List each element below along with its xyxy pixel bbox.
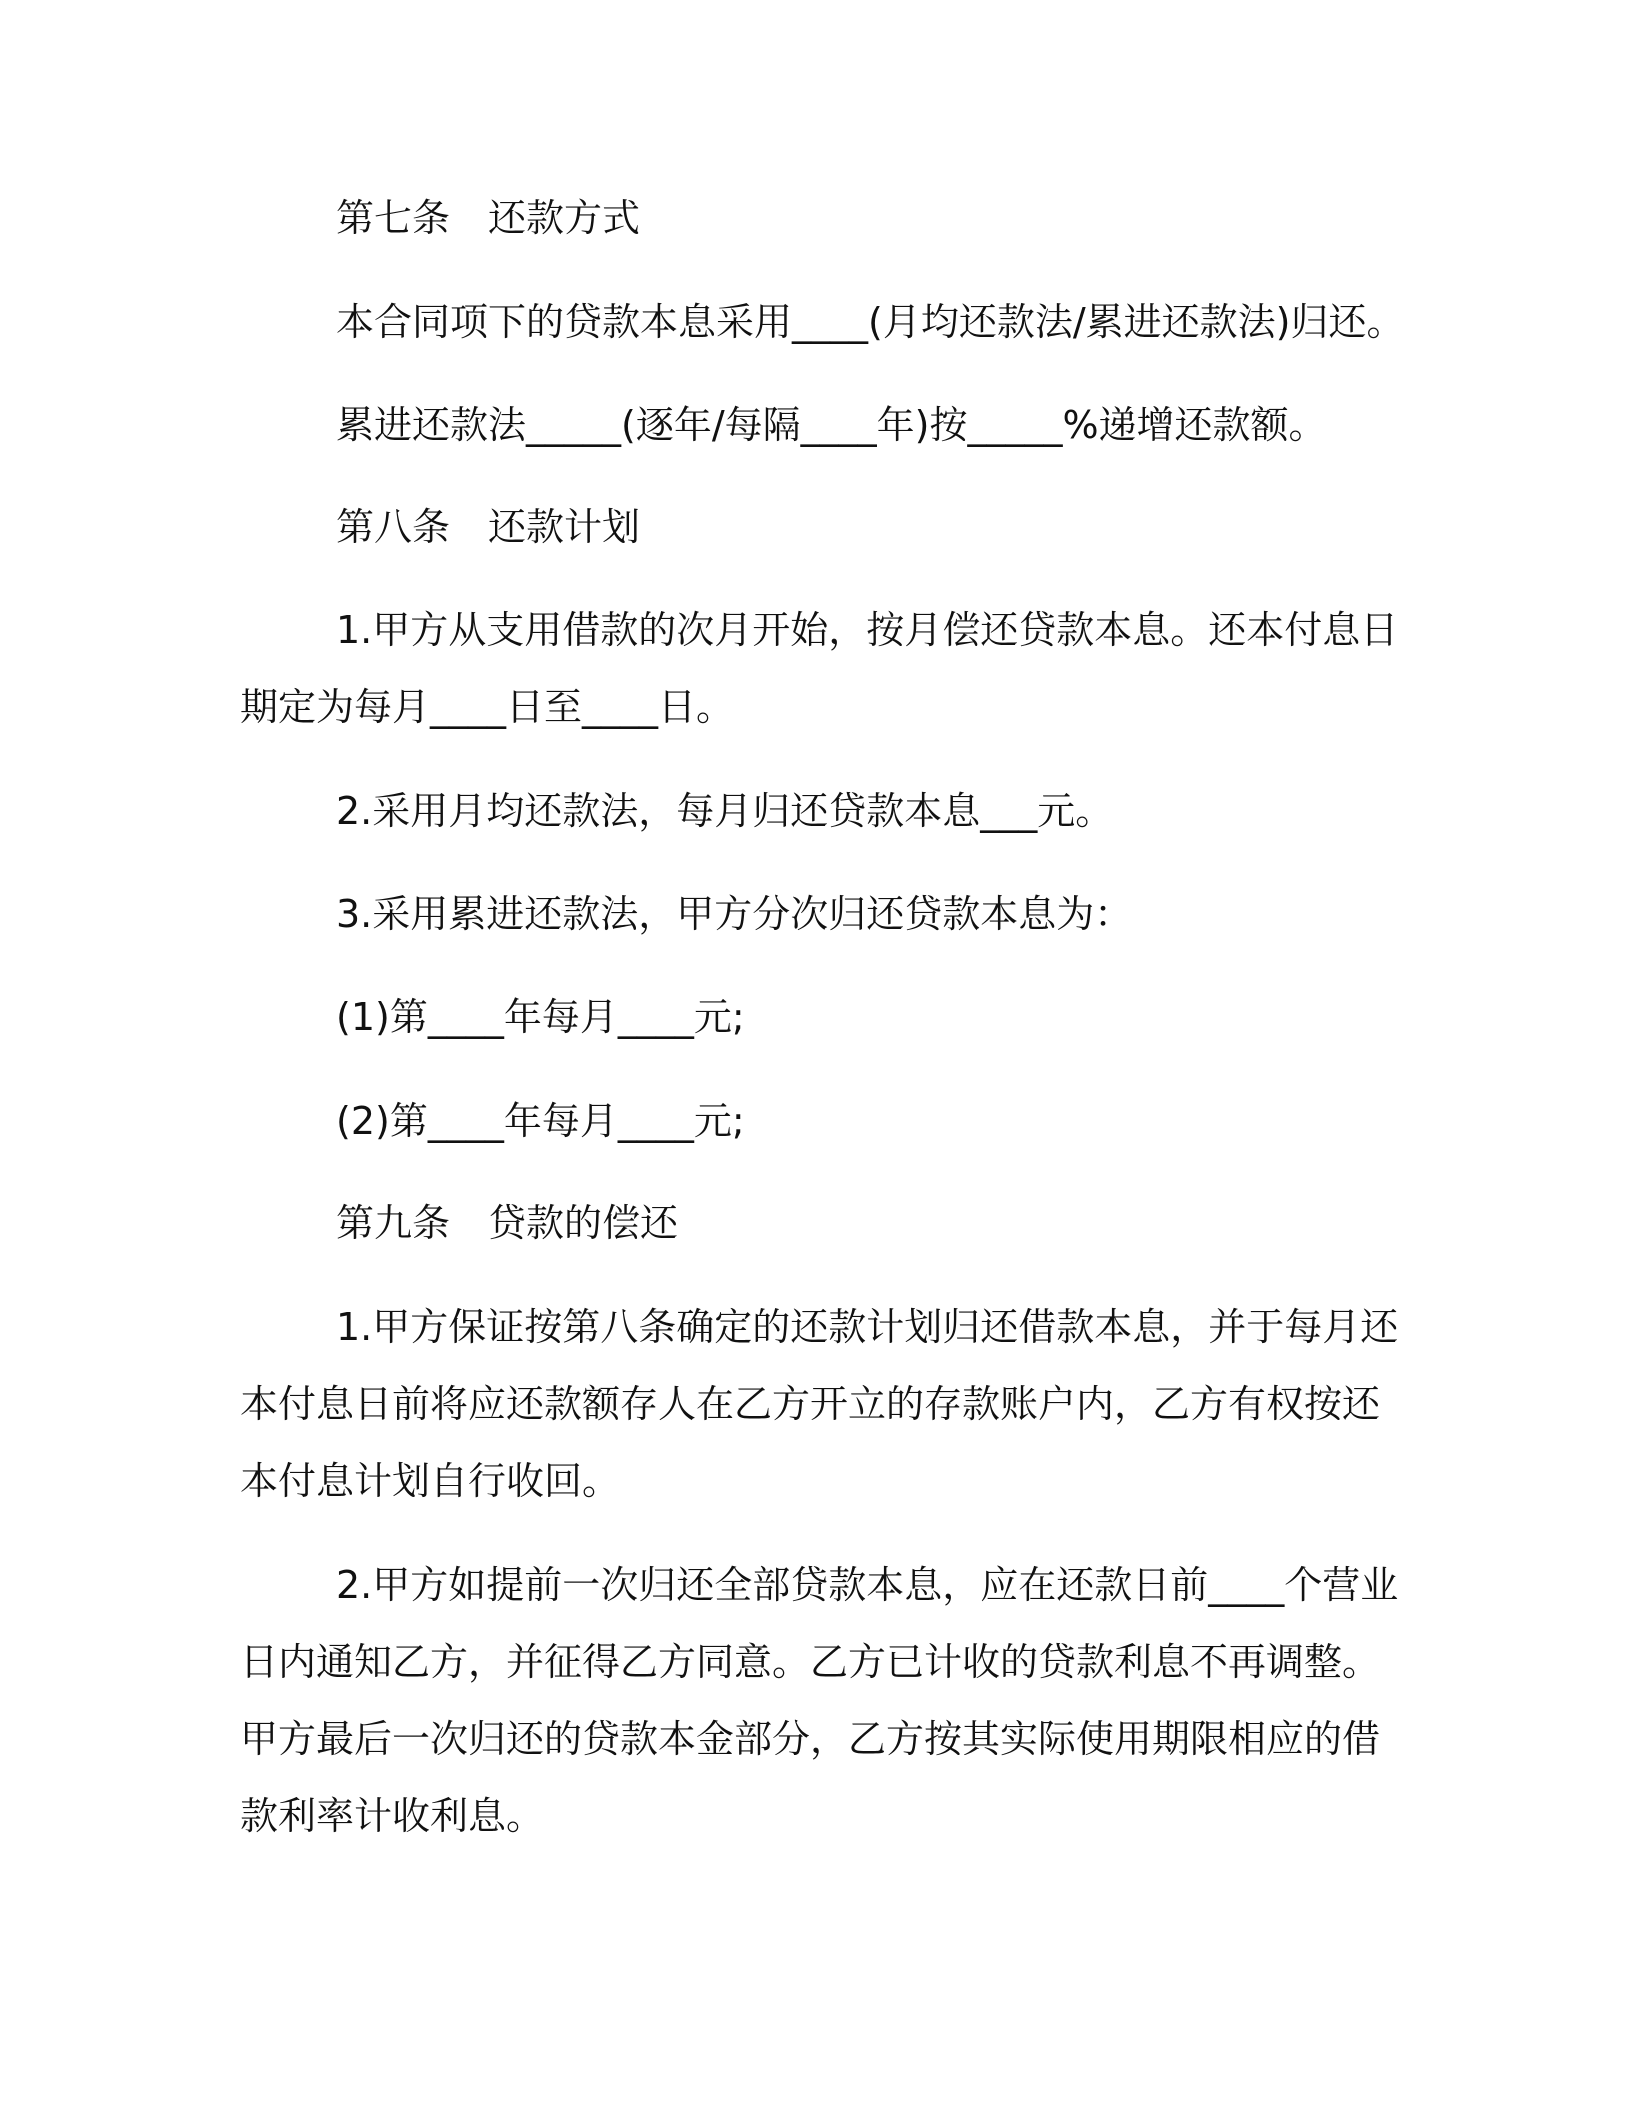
article-9-item-2-line-1: 2.甲方如提前一次归还全部贷款本息，应在还款日前____个营业 — [336, 1563, 1399, 1607]
article-8-item-1-line-2: 期定为每月____日至____日。 — [240, 685, 735, 729]
article-9-item-2-line-2: 日内通知乙方，并征得乙方同意。乙方已计收的贷款利息不再调整。 — [240, 1640, 1381, 1684]
article-9-heading: 第九条 贷款的偿还 — [336, 1201, 679, 1245]
article-8-item-2: 2.采用月均还款法，每月归还贷款本息___元。 — [336, 789, 1114, 833]
article-8-heading: 第八条 还款计划 — [336, 505, 641, 549]
article-7-paragraph-1: 本合同项下的贷款本息采用____(月均还款法/累进还款法)归还。 — [336, 300, 1405, 344]
article-8-item-3: 3.采用累进还款法，甲方分次归还贷款本息为： — [336, 892, 1133, 936]
article-7-paragraph-2: 累进还款法_____(逐年/每隔____年)按_____%递增还款额。 — [336, 403, 1327, 447]
article-9-item-2-line-3: 甲方最后一次归还的贷款本金部分，乙方按其实际使用期限相应的借 — [240, 1717, 1381, 1761]
article-8-item-3-sub-1: (1)第____年每月____元; — [336, 995, 745, 1039]
article-9-item-1-line-3: 本付息计划自行收回。 — [240, 1459, 621, 1503]
article-9-item-1-line-2: 本付息日前将应还款额存人在乙方开立的存款账户内，乙方有权按还 — [240, 1382, 1381, 1426]
article-9-item-1-line-1: 1.甲方保证按第八条确定的还款计划归还借款本息，并于每月还 — [336, 1305, 1399, 1349]
article-8-item-3-sub-2: (2)第____年每月____元; — [336, 1099, 745, 1143]
article-8-item-1-line-1: 1.甲方从支用借款的次月开始，按月偿还贷款本息。还本付息日 — [336, 608, 1399, 652]
article-9-item-2-line-4: 款利率计收利息。 — [240, 1794, 545, 1838]
article-7-heading: 第七条 还款方式 — [336, 196, 641, 240]
